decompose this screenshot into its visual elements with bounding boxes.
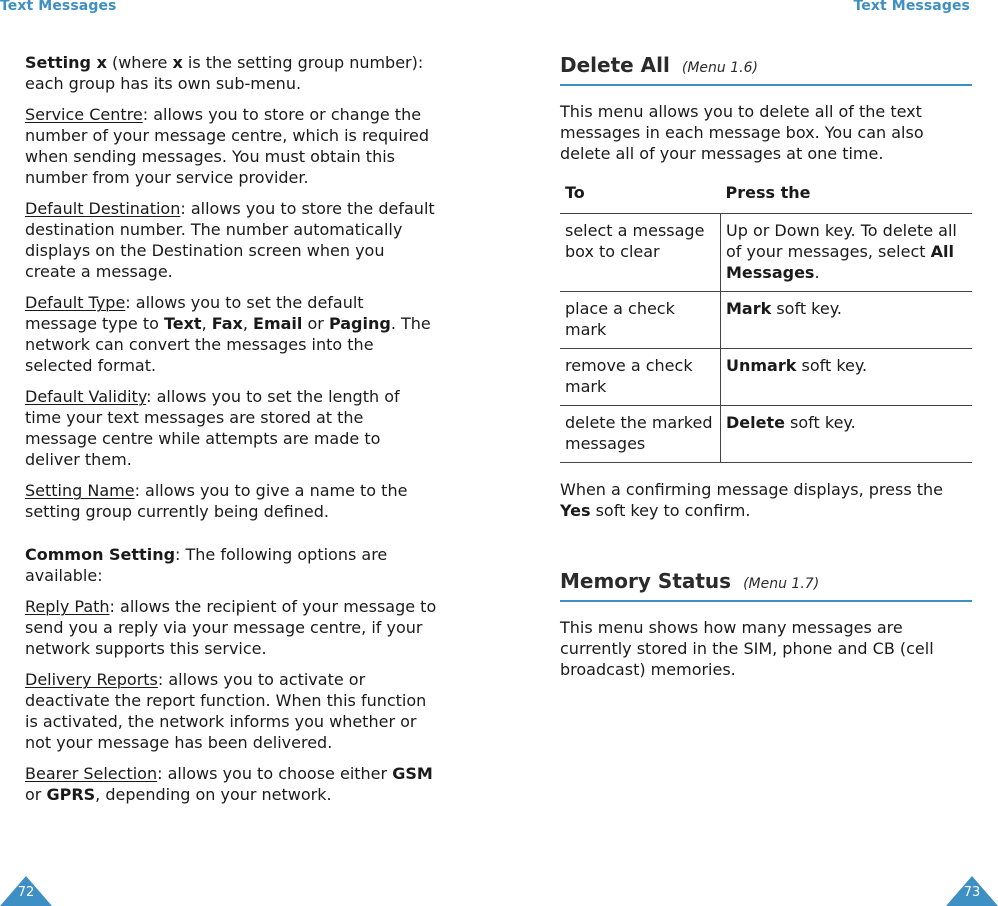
section-heading-memory-status [560, 569, 972, 602]
separator: , [242, 314, 254, 333]
table-row [560, 214, 972, 292]
table-cell-press [721, 406, 973, 463]
bearer-selection-text-2: , depending on your network. [95, 785, 332, 804]
term-default-validity: Default Validity [25, 387, 147, 406]
type-email: Email [253, 314, 303, 333]
right-column [560, 53, 972, 690]
page-number: 73 [963, 885, 981, 900]
term-reply-path: Reply Path [25, 597, 110, 616]
table-header-row [560, 180, 972, 214]
press-key: Delete [726, 413, 785, 432]
memory-status-section [560, 569, 972, 680]
table-cell-to: remove a check mark [560, 349, 721, 406]
heading-menu-ref: (Menu 1.7) [743, 576, 820, 592]
delivery-reports-paragraph [25, 669, 437, 753]
separator: or [302, 314, 329, 333]
right-page [499, 0, 998, 906]
setting-x-text: (where [106, 53, 173, 72]
press-text-post: soft key. [771, 299, 842, 318]
bearer-gprs: GPRS [46, 785, 96, 804]
common-setting-paragraph [25, 544, 437, 586]
term-setting-name: Setting Name [25, 481, 135, 500]
table-row [560, 349, 972, 406]
bearer-gsm: GSM [392, 764, 433, 783]
delete-all-intro: This menu allows you to delete all of the text messages in each message box. You can also delete all of your messages at one time. [560, 102, 924, 163]
separator: or [25, 785, 47, 804]
left-column [25, 52, 437, 815]
bearer-selection-paragraph [25, 763, 437, 805]
memory-status-text: This menu shows how many messages are currently stored in the SIM, phone and CB (cell broadcast) memories. [560, 618, 934, 679]
default-validity-paragraph [25, 386, 437, 470]
setting-x-text-2: is the setting group number): each group has its own sub-menu. [25, 53, 424, 93]
table-cell-press [721, 349, 973, 406]
press-key: All Messages [726, 242, 954, 282]
default-type-text: : allows you to set the default message type to [25, 293, 364, 333]
confirm-text: When a confirming message displays, press the [560, 480, 943, 499]
separator: , [201, 314, 212, 333]
default-type-paragraph [25, 292, 437, 376]
running-head: Text Messages [0, 0, 117, 14]
default-type-text-2: . The network can convert the messages into the selected format. [25, 314, 431, 375]
table-cell-press [721, 292, 973, 349]
setting-name-paragraph [25, 480, 437, 522]
table-header-to: To [560, 180, 721, 214]
bearer-selection-text: : allows you to choose either [157, 764, 393, 783]
term-default-destination: Default Destination [25, 199, 181, 218]
table-header-press: Press the [721, 180, 973, 214]
press-text-post: . [814, 263, 820, 282]
page-number-tab [946, 876, 998, 906]
press-text: Up or Down key. To delete all of your messages, select [726, 221, 957, 261]
spacer [25, 532, 437, 544]
running-head: Text Messages [853, 0, 970, 14]
term-service-centre: Service Centre [25, 105, 143, 124]
type-text: Text [163, 314, 202, 333]
setting-x-paragraph [25, 52, 437, 94]
press-key: Unmark [726, 356, 797, 375]
term-setting-x: Setting x [25, 53, 107, 72]
table-cell-to: place a check mark [560, 292, 721, 349]
default-destination-paragraph [25, 198, 437, 282]
table-row [560, 406, 972, 463]
default-validity-text: : allows you to set the length of time your text messages are stored at the message centre while attempts are made to deliver them. [25, 387, 400, 469]
press-key: Mark [726, 299, 772, 318]
reply-path-text: : allows the recipient of your message to send you a reply via your message centre, if your network supports this service. [25, 597, 437, 658]
table-cell-to: select a message box to clear [560, 214, 721, 292]
table-cell-to: delete the marked messages [560, 406, 721, 463]
page-number: 72 [17, 885, 35, 900]
heading-title: Delete All [560, 53, 670, 77]
setting-name-text: : allows you to give a name to the setting group currently being defined. [25, 481, 408, 521]
delivery-reports-text: : allows you to activate or deactivate the report function. When this function is activated, the network informs you whether or not your message has been delivered. [25, 670, 427, 752]
heading-title: Memory Status [560, 569, 732, 593]
confirm-paragraph [560, 479, 972, 521]
service-centre-paragraph [25, 104, 437, 188]
setting-x-var: x [172, 53, 183, 72]
delete-all-table [560, 180, 972, 463]
common-setting-text: : The following options are available: [25, 545, 388, 585]
type-fax: Fax [211, 314, 243, 333]
type-paging: Paging [328, 314, 391, 333]
term-common-setting: Common Setting [25, 545, 176, 564]
section-heading-delete-all [560, 53, 972, 86]
confirm-text-2: soft key to confirm. [590, 501, 751, 520]
page-number-tab [0, 876, 52, 906]
table-cell-press [721, 214, 973, 292]
reply-path-paragraph [25, 596, 437, 659]
term-default-type: Default Type [25, 293, 126, 312]
press-text-post: soft key. [784, 413, 856, 432]
confirm-key: Yes [560, 501, 591, 520]
term-delivery-reports: Delivery Reports [25, 670, 158, 689]
service-centre-text: : allows you to store or change the number of your message centre, which is required when sending messages. You must obtain this number from your service provider. [25, 105, 429, 187]
term-bearer-selection: Bearer Selection [25, 764, 158, 783]
default-destination-text: : allows you to store the default destination number. The number automatically displays on the Destination screen when you create a message. [25, 199, 435, 281]
table-row [560, 292, 972, 349]
heading-menu-ref: (Menu 1.6) [681, 60, 758, 76]
press-text-post: soft key. [796, 356, 868, 375]
